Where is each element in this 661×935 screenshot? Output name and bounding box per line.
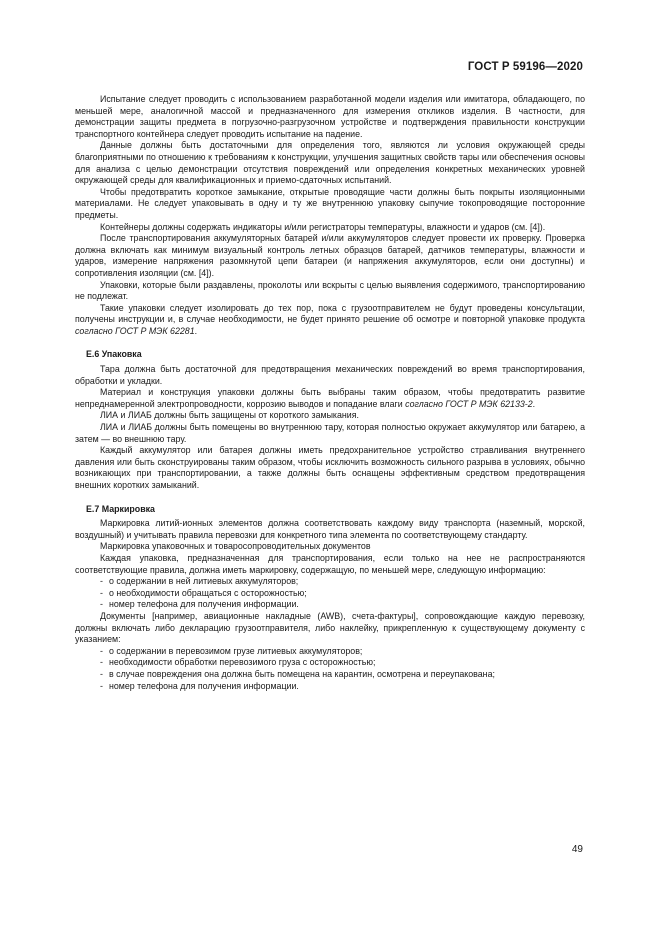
- paragraph: Данные должны быть достаточными для определения того, являются ли условия окружающей среды благоприятными по отношению к требованиям к конструкции, улучшения защитных свойств тары или обеспечения основы для анализа с целью демонстрации отсутствия повреждений или определения конкретных механических уровней окружающей среды для квалификационных и приемо-сдаточных испытаний.: [75, 140, 585, 186]
- paragraph: [75, 387, 585, 410]
- paragraph: Чтобы предотвратить короткое замыкание, открытые проводящие части должны быть покрыты изоляционными материалами. Не следует упаковывать в одну и ту же внутреннюю упаковку сыпучие токопроводящие посторонние предметы.: [75, 186, 585, 220]
- list-item: [75, 576, 585, 588]
- paragraph: ЛИА и ЛИАБ должны быть помещены во внутреннюю тару, которая полностью окружает аккумулятор или батарею, а затем — во внешнюю тару.: [75, 422, 585, 444]
- standard-reference: согласно ГОСТ Р МЭК 62281: [75, 325, 195, 336]
- document-header: ГОСТ Р 59196—2020: [467, 61, 583, 73]
- paragraph-end: .: [194, 325, 198, 336]
- paragraph: Маркировка литий-ионных элементов должна соответствовать каждому виду транспорта (наземный, морской, воздушный) и учитывать правила перевозки для конкретного типа элемента по соответствующему стандарту.: [75, 518, 585, 540]
- paragraph-text: Такие упаковки следует изолировать до тех пор, пока с грузоотправителем не будут проведены консультации, получены инструкции и, в случае необходимости, не будет принято решение об осмотре и повторной упаковке продукта: [75, 302, 585, 325]
- paragraph: Испытание следует проводить с использованием разработанной модели изделия или имитатора, обладающего, по меньшей мере, аналогичной массой и предназначенного для измерения откликов изделия. В частности, для демонстрации защиты предмета в погрузочно-разгрузочном устройстве и подтверждения правильности конструкции транспортного контейнера следует проводить испытание на падение.: [75, 94, 585, 139]
- list-item-text: в случае повреждения она должна быть помещена на карантин, осмотрена и переупакована;: [109, 668, 495, 679]
- list-item: [75, 657, 585, 669]
- paragraph-text: Материал и конструкция упаковки должны быть выбраны таким образом, чтобы предотвратить развитие непреднамеренной электропроводности, коррозию выводов и попадание влаги: [75, 387, 585, 409]
- paragraph: ЛИА и ЛИАБ должны быть защищены от короткого замыкания.: [100, 410, 359, 421]
- document-body: [75, 94, 585, 692]
- paragraph: Маркировка упаковочных и товаросопроводительных документов: [100, 541, 371, 552]
- list-item-text: о содержании в ней литиевых аккумуляторов;: [109, 576, 299, 587]
- paragraph: После транспортирования аккумуляторных батарей и/или аккумуляторов следует провести их проверку. Проверка должна включать как минимум визуальный контроль летных образцов батарей, датчиков температуры, влажности и ударов, измерение напряжения разомкнутой цепи батареи (и напряжения аккумуляторов, если они доступны) и сопротивления изоляции (см. [4]).: [75, 233, 585, 278]
- dash-marker: -: [100, 668, 103, 679]
- paragraph: Каждый аккумулятор или батарея должны иметь предохранительное устройство стравливания внутреннего давления или быть сконструированы таким образом, чтобы исключить возможность сильного разрыва в условиях, обычно возникающих при транспортировании, а также должны быть оснащены эффективным средством предотвращения внешних коротких замыканий.: [75, 445, 585, 490]
- list-item-text: необходимости обработки перевозимого груза с осторожностью;: [109, 657, 376, 668]
- list-item-text: о содержании в перевозимом грузе литиевых аккумуляторов;: [109, 645, 363, 656]
- bullet-list: [75, 646, 585, 692]
- paragraph-end: .: [532, 398, 536, 409]
- dash-marker: -: [100, 657, 103, 668]
- page-number: 49: [571, 844, 583, 855]
- paragraph: Контейнеры должны содержать индикаторы и/или регистраторы температуры, влажности и ударов (см. [4]).: [100, 221, 546, 232]
- paragraph: Каждая упаковка, предназначенная для транспортирования, если только на нее не распространяются соответствующие правила, должна иметь маркировку, содержащую, по меньшей мере, следующую информацию:: [75, 552, 585, 575]
- list-item: [75, 669, 585, 681]
- standard-reference: согласно ГОСТ Р МЭК 62133-2: [405, 398, 533, 409]
- list-item: [75, 599, 585, 611]
- list-item-text: о необходимости обращаться с осторожностью;: [109, 587, 307, 598]
- dash-marker: -: [100, 576, 103, 587]
- list-item: [75, 681, 585, 693]
- dash-marker: -: [100, 680, 103, 691]
- paragraph: Упаковки, которые были раздавлены, проколоты или вскрыты с целью выявления содержимого, транспортированию не подлежат.: [75, 279, 585, 302]
- paragraph: Документы [например, авиационные накладные (AWB), счета-фактуры], сопровождающие каждую перевозку, должны включать либо декларацию грузоотправителя, либо наклейку, прикрепленную к существующему документу с указанием:: [75, 610, 585, 645]
- list-item-text: номер телефона для получения информации.: [109, 599, 299, 610]
- list-item-text: номер телефона для получения информации.: [109, 680, 299, 691]
- section-heading: Е.6 Упаковка: [86, 349, 142, 360]
- list-item: [75, 646, 585, 658]
- dash-marker: -: [100, 587, 103, 598]
- dash-marker: -: [100, 645, 103, 656]
- dash-marker: -: [100, 599, 103, 610]
- paragraph: Тара должна быть достаточной для предотвращения механических повреждений во время транспортирования, обработки и укладки.: [75, 364, 585, 386]
- bullet-list: [75, 576, 585, 611]
- list-item: [75, 588, 585, 600]
- section-heading: Е.7 Маркировка: [86, 503, 155, 514]
- paragraph: [75, 303, 585, 338]
